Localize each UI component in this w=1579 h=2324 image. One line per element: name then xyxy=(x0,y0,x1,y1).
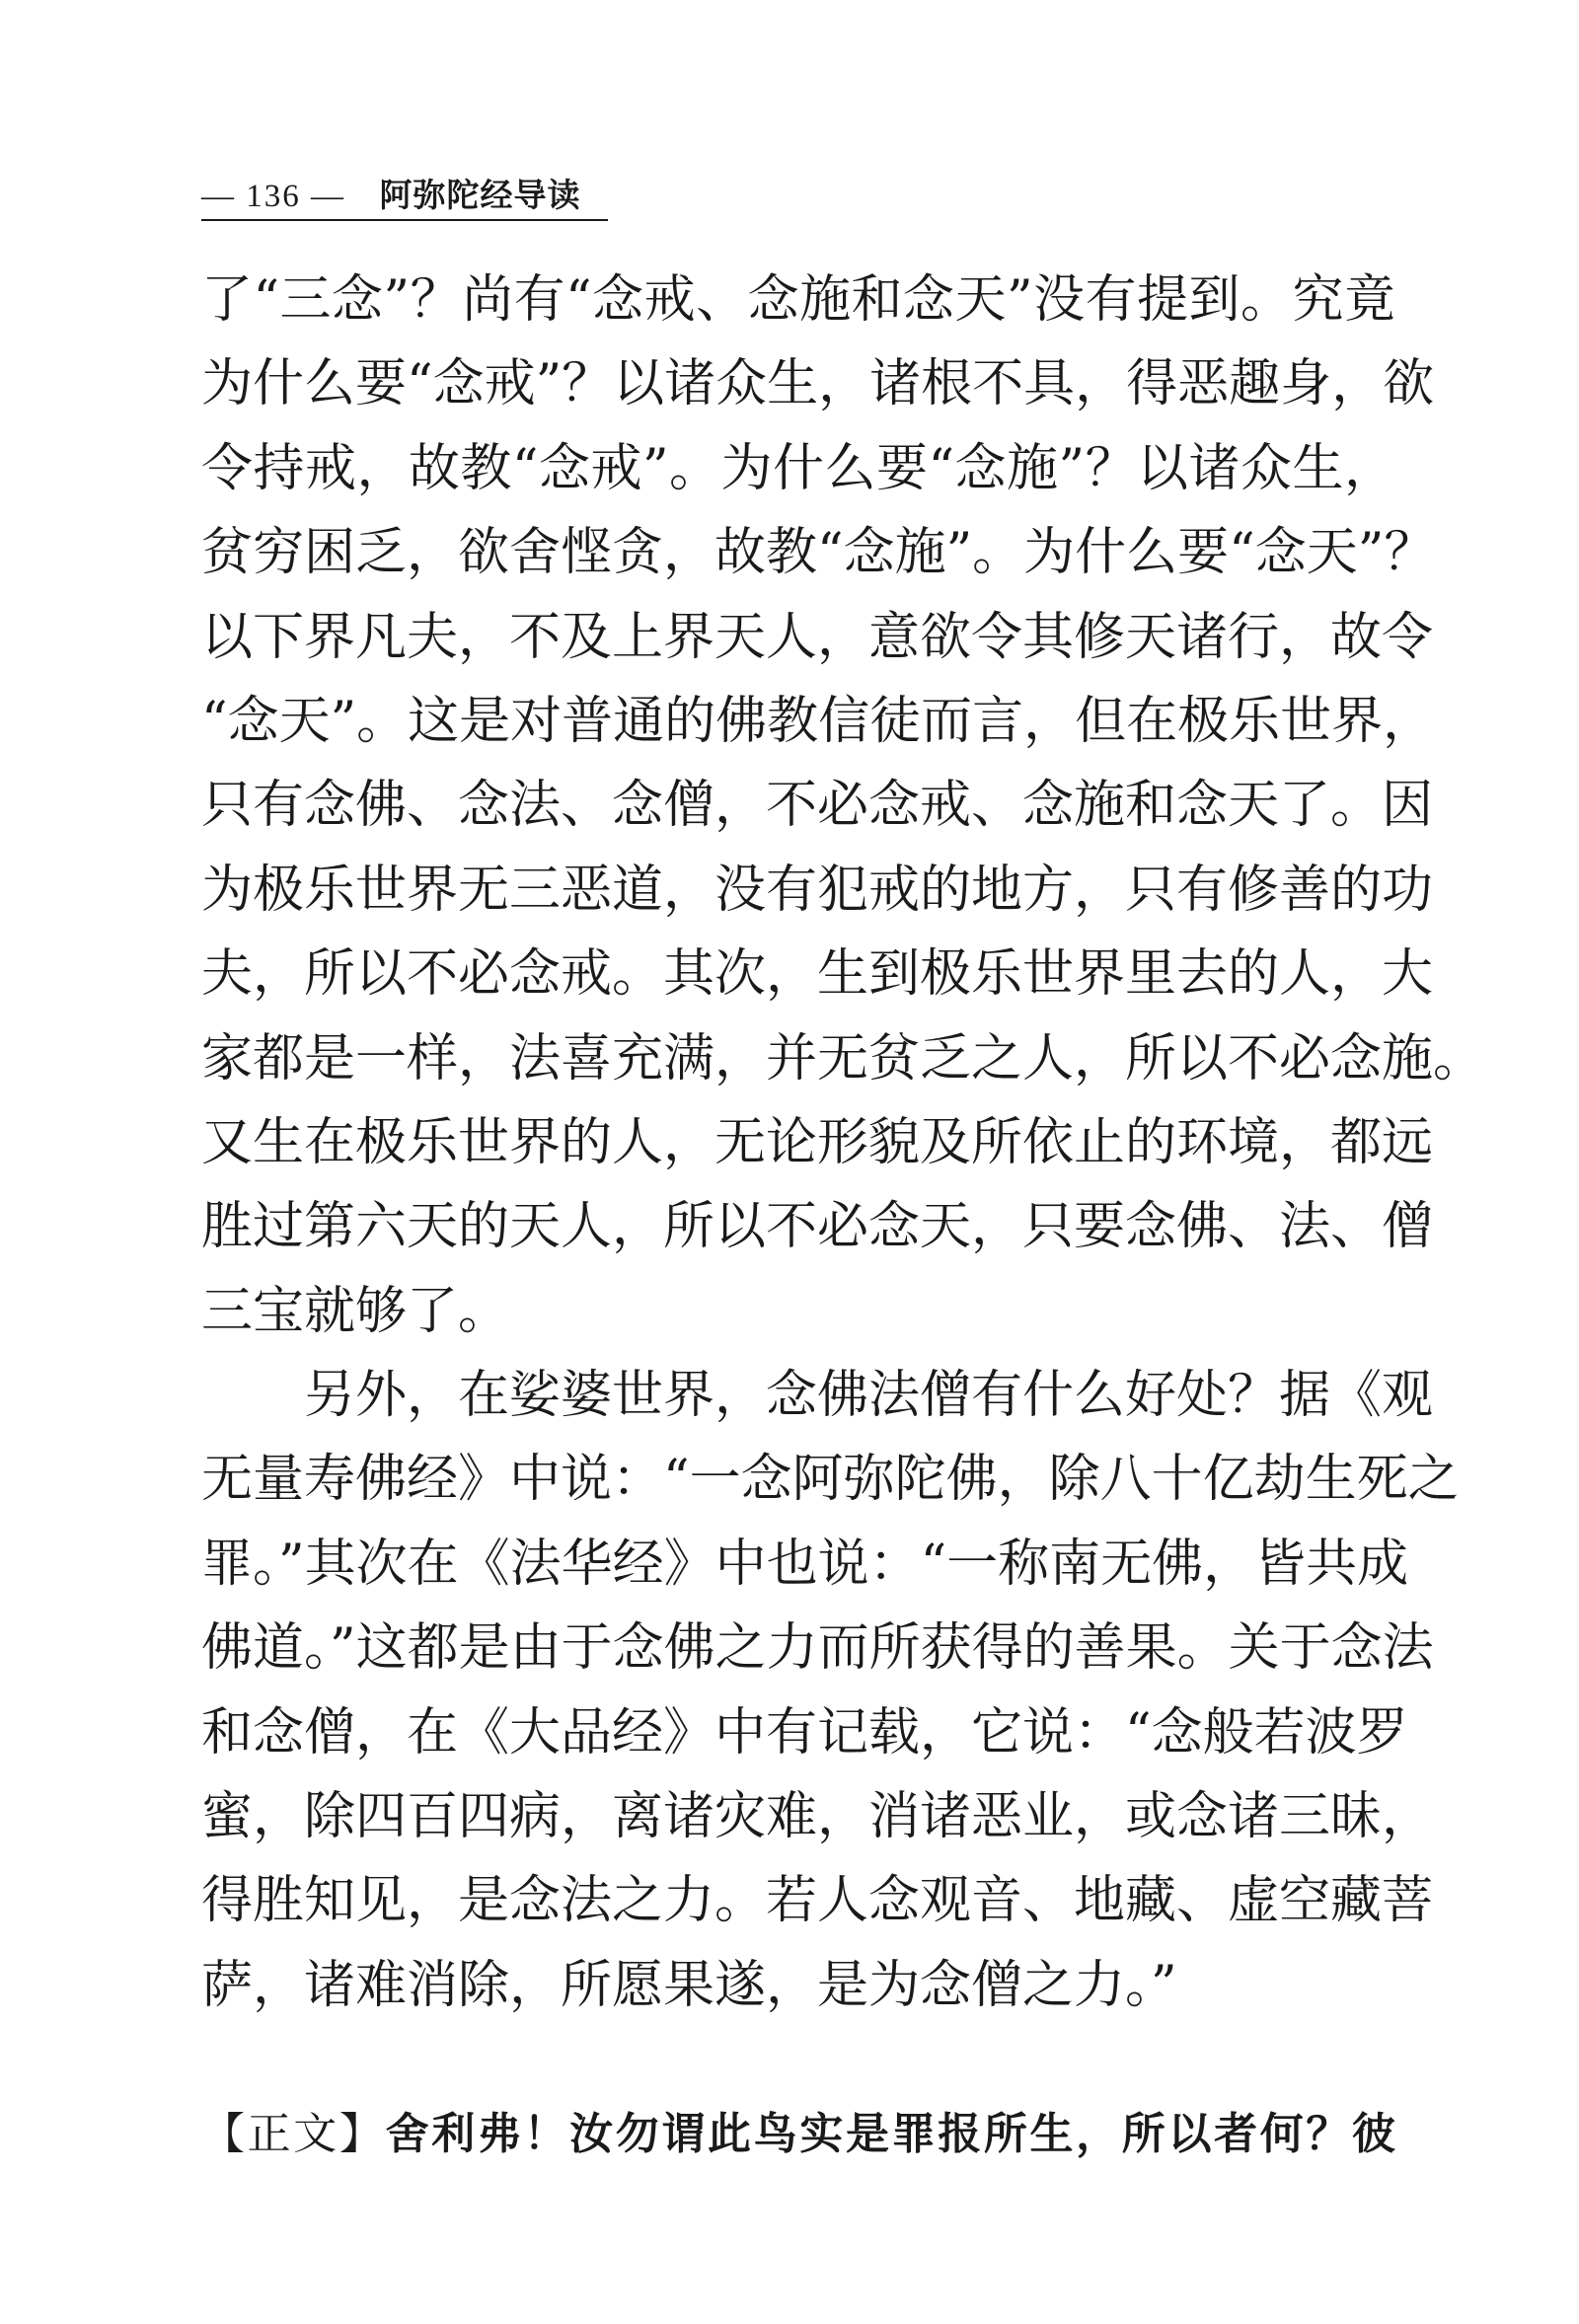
text-line: 无量寿佛经》中说：“一念阿弥陀佛，除八十亿劫生死之 xyxy=(201,1450,1460,1510)
paragraph-1 xyxy=(201,259,1485,1354)
paragraph-2 xyxy=(201,1354,1460,2028)
text-line: 又生在极乐世界的人，无论形貌及所依止的环境，都远 xyxy=(201,1112,1434,1172)
text-line: 得胜知见，是念法之力。若人念观音、地藏、虚空藏菩 xyxy=(201,1871,1434,1931)
text-line: 萨，诸难消除，所愿果遂，是为念僧之力。” xyxy=(201,1955,1177,2015)
text-line: 家都是一样，法喜充满，并无贫乏之人，所以不必念施。 xyxy=(201,1028,1485,1088)
page-number: — 136 — xyxy=(201,179,345,214)
text-line: 三宝就够了。 xyxy=(201,1281,510,1341)
text-line: 了“三念”？尚有“念戒、念施和念天”没有提到。究竟 xyxy=(201,270,1395,330)
text-line: 令持戒，故教“念戒”。为什么要“念施”？以诸众生， xyxy=(201,438,1395,498)
text-line: 为极乐世界无三恶道，没有犯戒的地方，只有修善的功 xyxy=(201,860,1434,920)
zhengwen-tag: 【正文】 xyxy=(201,2109,386,2159)
text-line: 佛道。”这都是由于念佛之力而所获得的善果。关于念法 xyxy=(201,1618,1434,1679)
text-line: 贫穷困乏，欲舍悭贪，故教“念施”。为什么要“念天”？ xyxy=(201,523,1436,583)
text-line: 只有念佛、念法、念僧，不必念戒、念施和念天了。因 xyxy=(201,776,1434,836)
text-line: “念天”。这是对普通的佛教信徒而言，但在极乐世界， xyxy=(201,691,1435,751)
body-text xyxy=(201,259,1485,2028)
text-line: 以下界凡夫，不及上界天人，意欲令其修天诸行，故令 xyxy=(201,607,1434,667)
text-line: 和念僧，在《大品经》中有记载，它说：“念般若波罗 xyxy=(201,1702,1408,1762)
text-line: 罪。”其次在《法华经》中也说：“一称南无佛，皆共成 xyxy=(201,1534,1409,1594)
text-line: 胜过第六天的天人，所以不必念天，只要念佛、法、僧 xyxy=(201,1197,1434,1257)
text-line: 为什么要“念戒”？以诸众生，诸根不具，得恶趣身，欲 xyxy=(201,354,1435,414)
header-rule xyxy=(201,219,608,221)
text-line: 另外，在娑婆世界，念佛法僧有什么好处？据《观 xyxy=(201,1366,1434,1426)
book-title: 阿弥陀经导读 xyxy=(379,176,581,214)
running-header xyxy=(201,170,581,216)
text-line: 夫，所以不必念戒。其次，生到极乐世界里去的人，大 xyxy=(201,944,1434,1005)
zhengwen-text: 舍利弗！汝勿谓此鸟实是罪报所生，所以者何？彼 xyxy=(385,2109,1396,2159)
scripture-passage xyxy=(201,2098,1395,2161)
text-line: 蜜，除四百四病，离诸灾难，消诸恶业，或念诸三昧， xyxy=(201,1787,1434,1847)
